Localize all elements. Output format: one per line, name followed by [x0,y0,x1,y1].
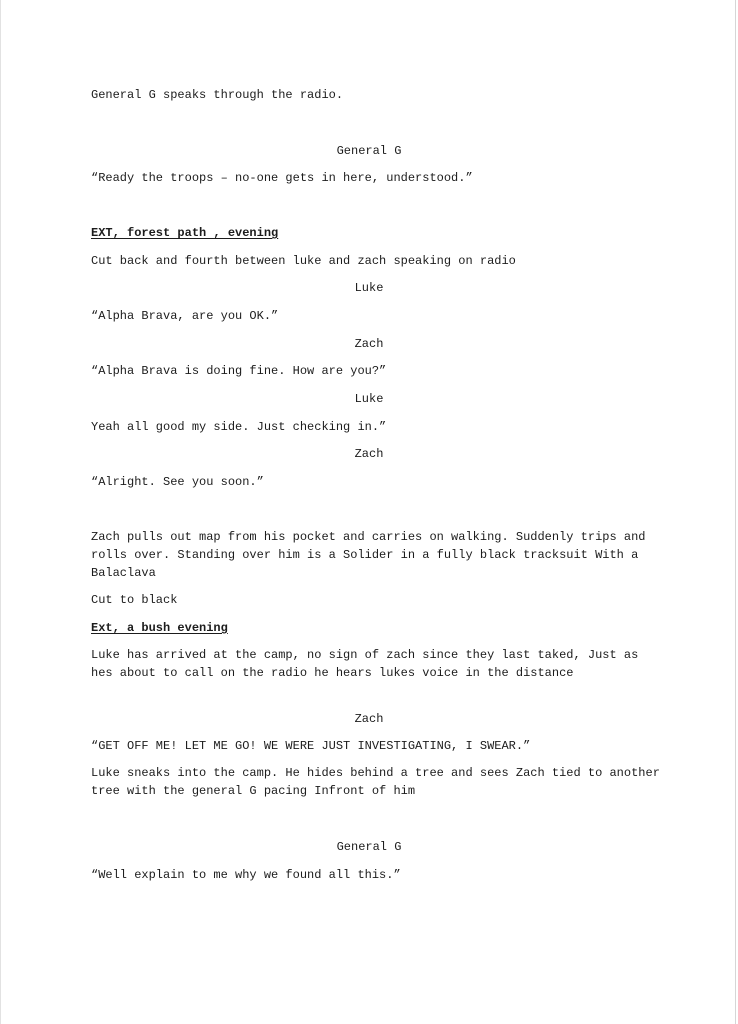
dialogue-line: “Alright. See you soon.” [91,475,264,489]
action-line: Cut back and fourth between luke and zach speaking on radio [91,254,516,268]
dialogue-line: “Alpha Brava, are you OK.” [91,309,279,323]
character-name: Zach [354,712,384,726]
action-paragraph: Luke has arrived at the camp, no sign of zach since they last taked, Just as hes about to call on the radio he hears lukes voice in the distance [91,648,646,680]
dialogue-line: “GET OFF ME! LET ME GO! WE WERE JUST INVESTIGATING, I SWEAR.” [91,739,531,753]
character-name: General G [336,840,402,854]
character-name: Luke [354,281,384,295]
scene-heading: Ext, a bush evening [91,621,228,635]
action-line: General G speaks through the radio. [91,88,344,102]
action-paragraph: Zach pulls out map from his pocket and carries on walking. Suddenly trips and rolls over. Standing over him is a Solider in a fully black tracksuit With a Balaclava [91,530,653,580]
dialogue-line: “Alpha Brava is doing fine. How are you?” [91,364,387,378]
dialogue-line: Yeah all good my side. Just checking in.” [91,420,387,434]
scene-heading: EXT, forest path , evening [91,226,279,240]
dialogue-line: “Ready the troops – no-one gets in here, understood.” [91,171,473,185]
character-name: Luke [354,392,384,406]
character-name: Zach [354,447,384,461]
character-name: Zach [354,337,384,351]
character-name: General G [336,144,402,158]
action-paragraph: Luke sneaks into the camp. He hides behind a tree and sees Zach tied to another tree with the general G pacing Infront of him [91,766,668,798]
transition-line: Cut to black [91,593,178,607]
dialogue-line: “Well explain to me why we found all this.” [91,868,401,882]
